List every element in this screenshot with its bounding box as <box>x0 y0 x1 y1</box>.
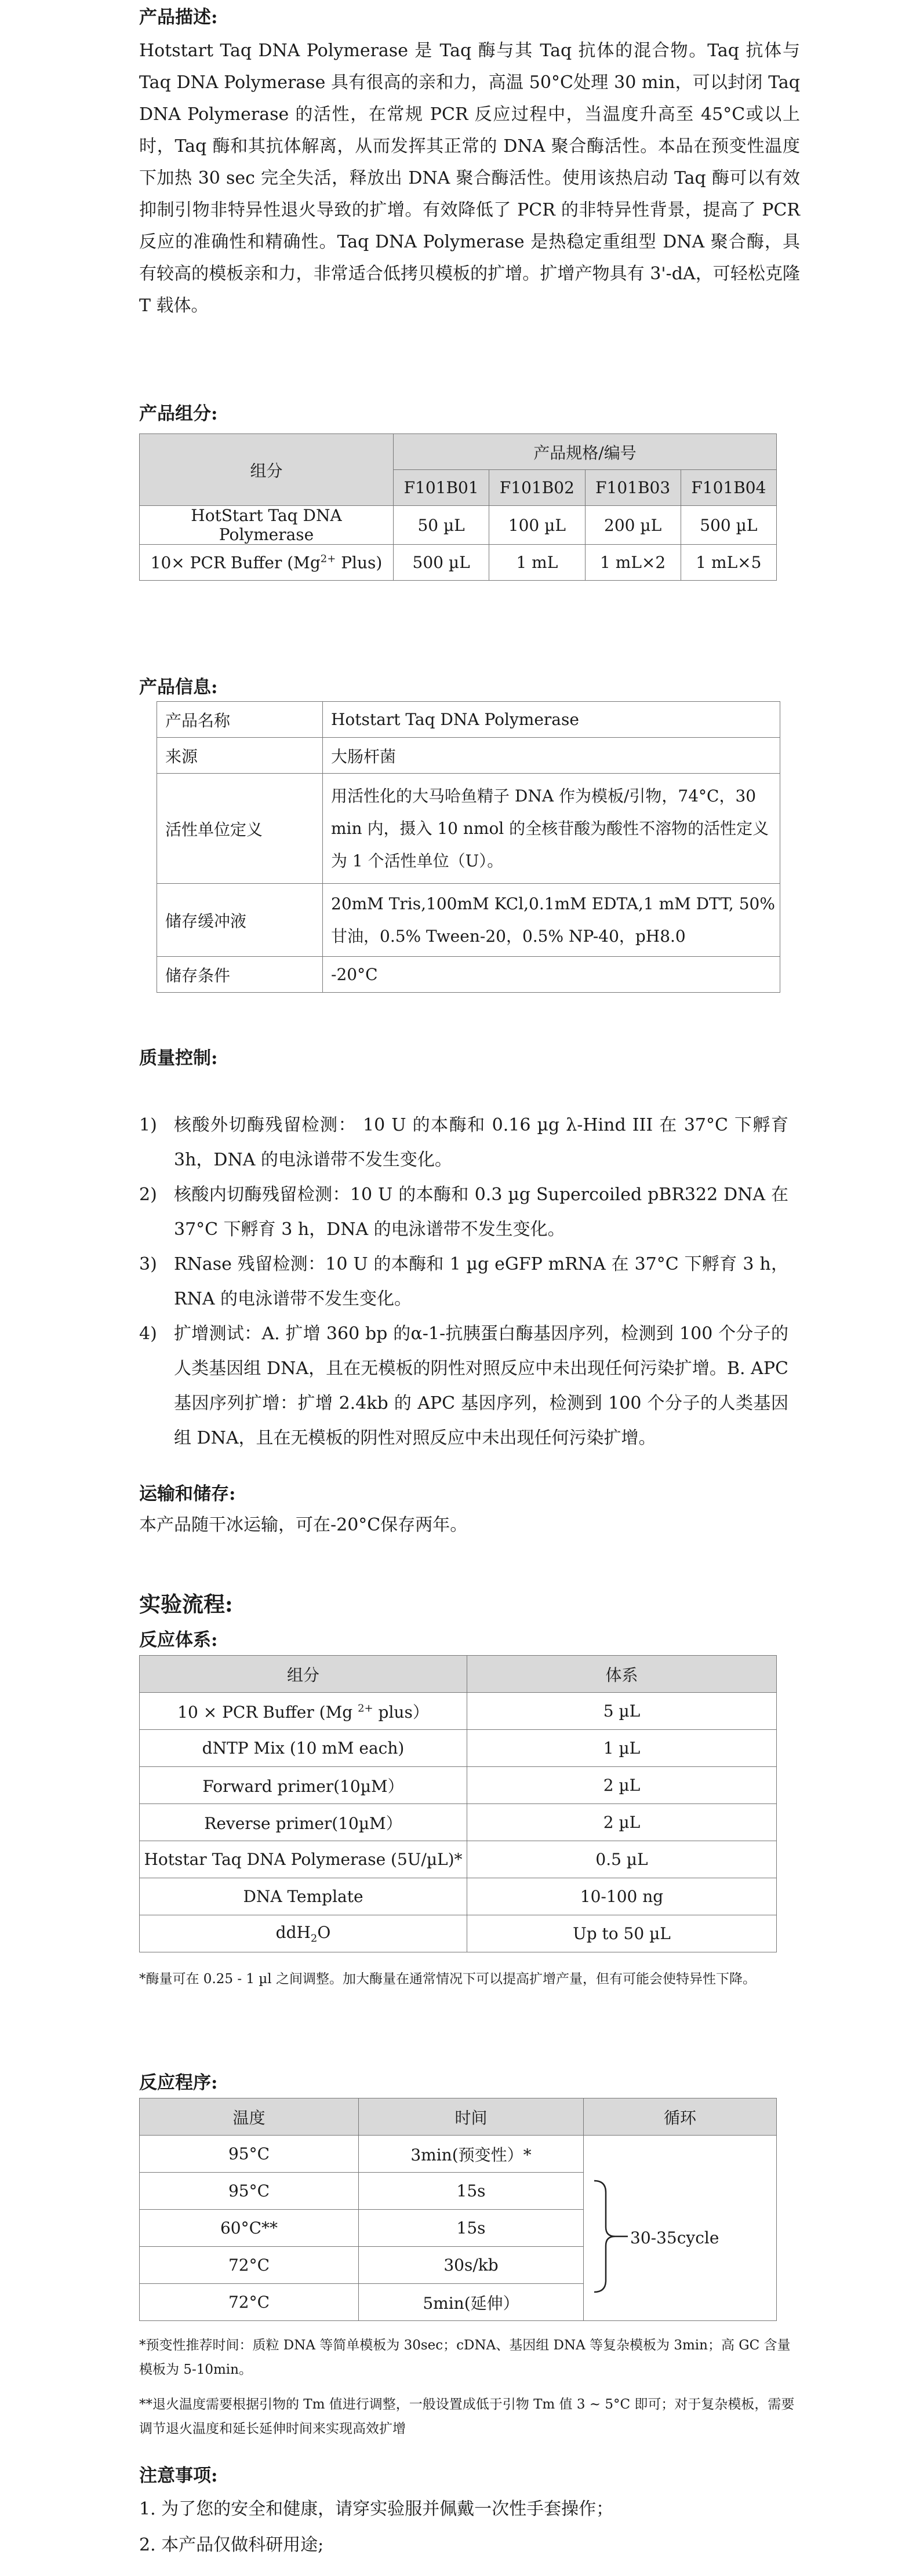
program-time: 5min(延伸） <box>359 2284 584 2321</box>
components-heading: 产品组分: <box>139 403 218 424</box>
component-value: 1 mL <box>489 545 585 581</box>
info-value: 20mM Tris,100mM KCl,0.1mM EDTA,1 mM DTT, 50%甘油，0.5% Tween-20，0.5% NP-40，pH8.0 <box>323 884 780 957</box>
cycle-label: 30-35cycle <box>630 2228 719 2247</box>
system-col-volume: 体系 <box>467 1656 777 1693</box>
description-text: Hotstart Taq DNA Polymerase 是 Taq 酶与其 Taq 抗体的混合物。Taq 抗体与 Taq DNA Polymerase 具有很高的亲和力，高温 50°C处理 30 min，可以封闭 Taq DNA Polymerase 的活性，在常规 PCR 反应过程中，当温度升高至 45°C或以上时，Taq 酶和其抗体解离，从而发挥其正常的 DNA 聚合酶活性。本品在预变性温度下加热 30 sec 完全失活，释放出 DNA 聚合酶活性。使用该热启动 Taq 酶可以有效抑制引物非特异性退火导致的扩增。有效降低了 PCR 的非特异性背景，提高了 PCR 反应的准确性和精确性。Taq DNA Polymerase 是热稳定重组型 DNA 聚合酶，具有较高的模板亲和力，非常适合低拷贝模板的扩增。扩增产物具有 3'-dA，可轻松克隆 T 载体。 <box>139 41 800 316</box>
program-temp: 72°C <box>140 2247 359 2284</box>
component-value: 500 µL <box>394 545 489 581</box>
component-name: 10× PCR Buffer ($Mg^{2+}$ Plus) <box>140 545 394 581</box>
components-table <box>139 433 777 581</box>
list-item: 2) 核酸内切酶残留检测：10 U 的本酶和 0.3 µg Supercoiled pBR322 DNA 在 37°C 下孵育 3 h，DNA 的电泳谱带不发生变化。 <box>139 1185 788 1240</box>
note-item: 1. 为了您的安全和健康，请穿实验服并佩戴一次性手套操作； <box>139 2499 614 2519</box>
system-volume: 10-100 ng <box>467 1878 777 1915</box>
component-value: 1 mL×5 <box>681 545 776 581</box>
program-note-1: *预变性推荐时间：质粒 DNA 等简单模板为 30sec；cDNA、基因组 DNA 等复杂模板为 3min；高 GC 含量模板为 5-10min。 <box>139 2338 791 2377</box>
shipping-text: 本产品随干冰运输，可在-20°C保存两年。 <box>139 1515 468 1535</box>
component-name: HotStart Taq DNA Polymerase <box>140 506 394 545</box>
info-value: 大肠杆菌 <box>323 738 780 774</box>
table-row <box>140 506 777 545</box>
component-value: 100 µL <box>489 506 585 545</box>
system-col-component: 组分 <box>140 1656 467 1693</box>
table-row <box>157 702 780 738</box>
code-4: F101B04 <box>681 470 776 506</box>
protocol-heading: 实验流程: <box>139 1591 233 1617</box>
program-time: 3min(预变性）* <box>359 2136 584 2173</box>
table-row <box>140 1878 777 1915</box>
system-component: ddH$_2$O <box>140 1915 467 1952</box>
program-col-temp: 温度 <box>140 2098 359 2136</box>
table-row <box>140 1730 777 1767</box>
program-note-2: **退火温度需要根据引物的 Tm 值进行调整，一般设置成低于引物 Tm 值 3 ~ 5°C 即可；对于复杂模板，需要调节退火温度和延长延伸时间来实现高效扩增 <box>139 2397 795 2436</box>
info-heading: 产品信息: <box>139 677 218 698</box>
info-table <box>157 701 780 993</box>
table-row <box>140 1915 777 1952</box>
program-temp: 60°C** <box>140 2210 359 2247</box>
qc-heading: 质量控制: <box>139 1048 218 1069</box>
system-volume: 5 µL <box>467 1693 777 1730</box>
code-1: F101B01 <box>394 470 489 506</box>
description-heading: 产品描述: <box>139 7 218 28</box>
code-3: F101B03 <box>585 470 681 506</box>
info-label: 活性单位定义 <box>157 774 323 884</box>
cycle-brace-icon <box>590 2178 630 2294</box>
system-component: DNA Template <box>140 1878 467 1915</box>
program-temp: 95°C <box>140 2136 359 2173</box>
code-2: F101B02 <box>489 470 585 506</box>
notes-heading: 注意事项: <box>139 2465 218 2486</box>
table-row <box>140 545 777 581</box>
info-label: 产品名称 <box>157 702 323 738</box>
note-item: 2. 本产品仅做科研用途; <box>139 2535 324 2555</box>
info-label: 储存条件 <box>157 957 323 993</box>
component-value: 200 µL <box>585 506 681 545</box>
program-table <box>139 2098 777 2321</box>
component-value: 500 µL <box>681 506 776 545</box>
table-row <box>157 884 780 957</box>
system-volume: 0.5 µL <box>467 1841 777 1878</box>
program-time: 30s/kb <box>359 2247 584 2284</box>
system-component: Reverse primer(10µM） <box>140 1804 467 1841</box>
qc-list <box>139 1108 788 1456</box>
table-row <box>140 1767 777 1804</box>
cycle-cell <box>584 2136 777 2321</box>
shipping-heading: 运输和储存: <box>139 1484 236 1504</box>
reaction-system-heading: 反应体系: <box>139 1630 218 1650</box>
components-col-component: 组分 <box>140 434 394 506</box>
system-volume: 1 µL <box>467 1730 777 1767</box>
info-label: 储存缓冲液 <box>157 884 323 957</box>
program-temp: 72°C <box>140 2284 359 2321</box>
info-value: -20°C <box>323 957 780 993</box>
reaction-system-note: *酶量可在 0.25 - 1 µl 之间调整。加大酶量在通常情况下可以提高扩增产量，但有可能会使特异性下降。 <box>139 1972 756 1987</box>
info-value: 用活性化的大马哈鱼精子 DNA 作为模板/引物，74°C，30 min 内，摄入 10 nmol 的全核苷酸为酸性不溶物的活性定义为 1 个活性单位（U）。 <box>323 774 780 884</box>
table-row <box>140 1804 777 1841</box>
program-time: 15s <box>359 2210 584 2247</box>
system-volume: Up to 50 µL <box>467 1915 777 1952</box>
table-row <box>157 738 780 774</box>
table-row <box>157 957 780 993</box>
component-value: 1 mL×2 <box>585 545 681 581</box>
component-value: 50 µL <box>394 506 489 545</box>
table-row <box>140 1841 777 1878</box>
reaction-system-table <box>139 1655 777 1952</box>
components-col-spec: 产品规格/编号 <box>394 434 777 470</box>
system-component: 10 × PCR Buffer (Mg $^{2+}$ plus） <box>140 1693 467 1730</box>
system-volume: 2 µL <box>467 1804 777 1841</box>
program-heading: 反应程序: <box>139 2072 218 2093</box>
table-row <box>140 2136 777 2173</box>
system-volume: 2 µL <box>467 1767 777 1804</box>
list-item: 4) 扩增测试：A. 扩增 360 bp 的α-1-抗胰蛋白酶基因序列，检测到 100 个分子的人类基因组 DNA，且在无模板的阴性对照反应中未出现任何污染扩增。B. APC 基因序列扩增：扩增 2.4kb 的 APC 基因序列，检测到 100 个分子的人类基因组 DNA，且在无模板的阴性对照反应中未出现任何污染扩增。 <box>139 1324 788 1448</box>
list-item: 3) RNase 残留检测：10 U 的本酶和 1 µg eGFP mRNA 在 37°C 下孵育 3 h，RNA 的电泳谱带不发生变化。 <box>139 1254 788 1309</box>
program-time: 15s <box>359 2173 584 2210</box>
table-row <box>140 1693 777 1730</box>
program-col-time: 时间 <box>359 2098 584 2136</box>
program-col-cycle: 循环 <box>584 2098 777 2136</box>
info-value: Hotstart Taq DNA Polymerase <box>323 702 780 738</box>
system-component: Hotstar Taq DNA Polymerase (5U/µL)* <box>140 1841 467 1878</box>
table-row <box>157 774 780 884</box>
info-label: 来源 <box>157 738 323 774</box>
system-component: Forward primer(10µM） <box>140 1767 467 1804</box>
program-temp: 95°C <box>140 2173 359 2210</box>
list-item: 1) 核酸外切酶残留检测： 10 U 的本酶和 0.16 µg λ-Hind III 在 37°C 下孵育 3h，DNA 的电泳谱带不发生变化。 <box>139 1115 788 1170</box>
system-component: dNTP Mix (10 mM each) <box>140 1730 467 1767</box>
